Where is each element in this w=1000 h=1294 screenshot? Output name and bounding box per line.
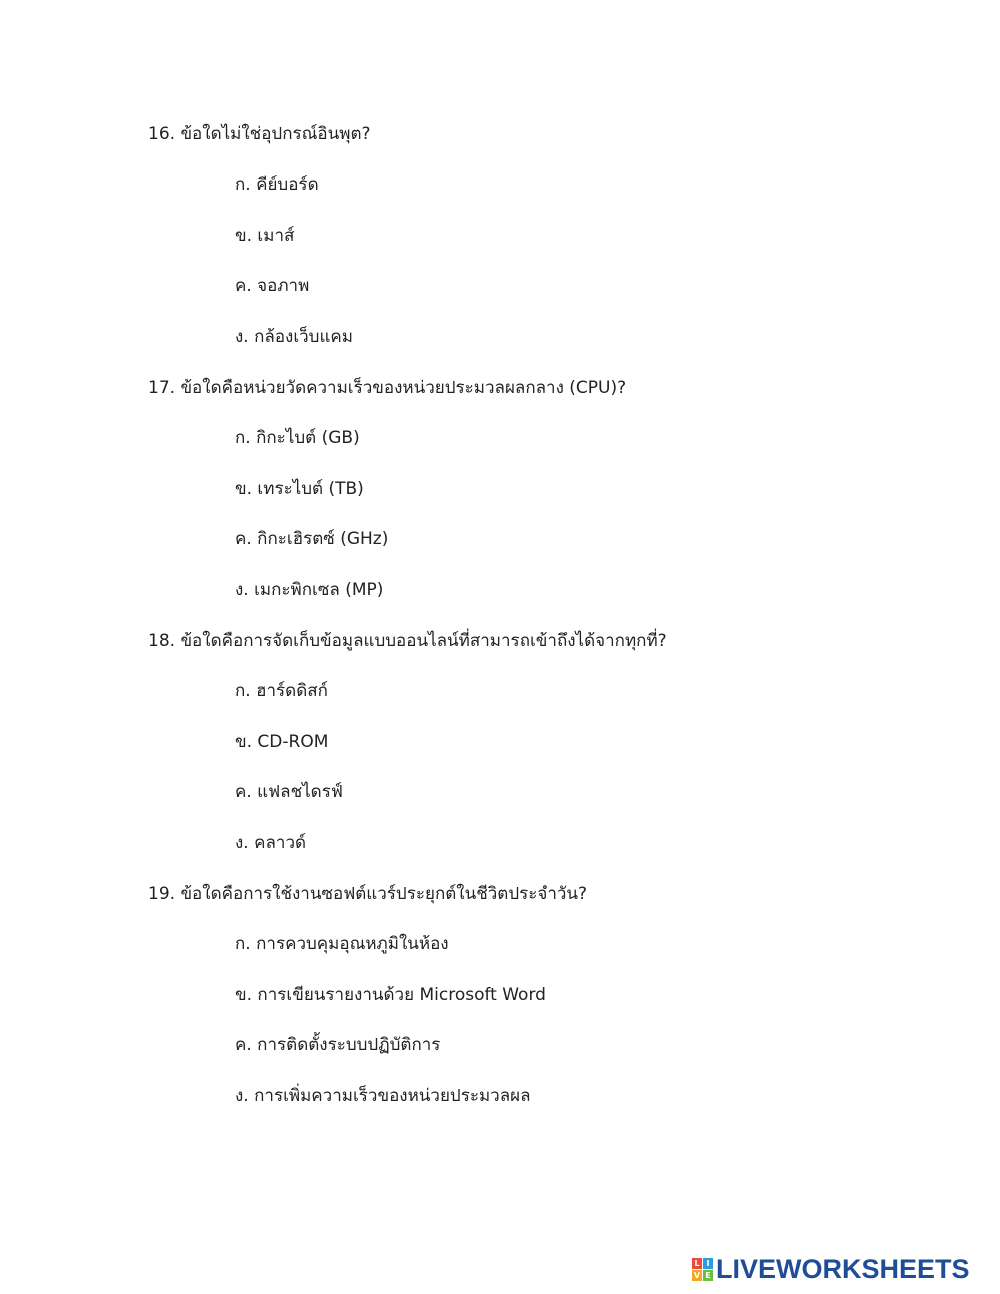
question-16-option-a[interactable]: ก. คีย์บอร์ด <box>235 175 319 195</box>
question-16-option-d[interactable]: ง. กล้องเว็บแคม <box>235 327 354 347</box>
question-19-option-d[interactable]: ง. การเพิ่มความเร็วของหน่วยประมวลผล <box>235 1086 531 1106</box>
logo-mark-cell: V <box>693 1270 701 1280</box>
question-17: 17. ข้อใดคือหน่วยวัดความเร็วของหน่วยประมวลผลกลาง (CPU)? <box>148 378 627 398</box>
question-19-option-a[interactable]: ก. การควบคุมอุณหภูมิในห้อง <box>235 934 449 954</box>
logo-mark-cell: L <box>692 1258 702 1269</box>
liveworksheets-logo <box>692 1254 970 1284</box>
question-18: 18. ข้อใดคือการจัดเก็บข้อมูลแบบออนไลน์ที่สามารถเข้าถึงได้จากทุกที่? <box>148 631 667 651</box>
question-18-option-c[interactable]: ค. แฟลชไดรฟ์ <box>235 782 343 802</box>
question-16-option-c[interactable]: ค. จอภาพ <box>235 276 310 296</box>
question-18-option-b[interactable]: ข. CD-ROM <box>235 732 329 752</box>
question-16: 16. ข้อใดไม่ใช่อุปกรณ์อินพุต? <box>148 124 371 144</box>
question-17-option-d[interactable]: ง. เมกะพิกเซล (MP) <box>235 580 384 600</box>
question-17-option-a[interactable]: ก. กิกะไบต์ (GB) <box>235 428 360 448</box>
question-19-option-b[interactable]: ข. การเขียนรายงานด้วย Microsoft Word <box>235 985 546 1005</box>
logo-mark-cell: I <box>703 1258 713 1269</box>
liveworksheets-logo-mark-icon <box>692 1258 712 1280</box>
question-18-option-d[interactable]: ง. คลาวด์ <box>235 833 307 853</box>
question-19-option-c[interactable]: ค. การติดตั้งระบบปฏิบัติการ <box>235 1035 441 1055</box>
liveworksheets-logo-text: LIVEWORKSHEETS <box>716 1254 970 1284</box>
question-17-option-b[interactable]: ข. เทระไบต์ (TB) <box>235 479 364 499</box>
question-18-option-a[interactable]: ก. ฮาร์ดดิสก์ <box>235 681 328 701</box>
question-17-option-c[interactable]: ค. กิกะเฮิรตซ์ (GHz) <box>235 529 389 549</box>
logo-mark-cell: E <box>703 1270 713 1281</box>
question-19: 19. ข้อใดคือการใช้งานซอฟต์แวร์ประยุกต์ในชีวิตประจำวัน? <box>148 884 588 904</box>
question-16-option-b[interactable]: ข. เมาส์ <box>235 226 295 246</box>
